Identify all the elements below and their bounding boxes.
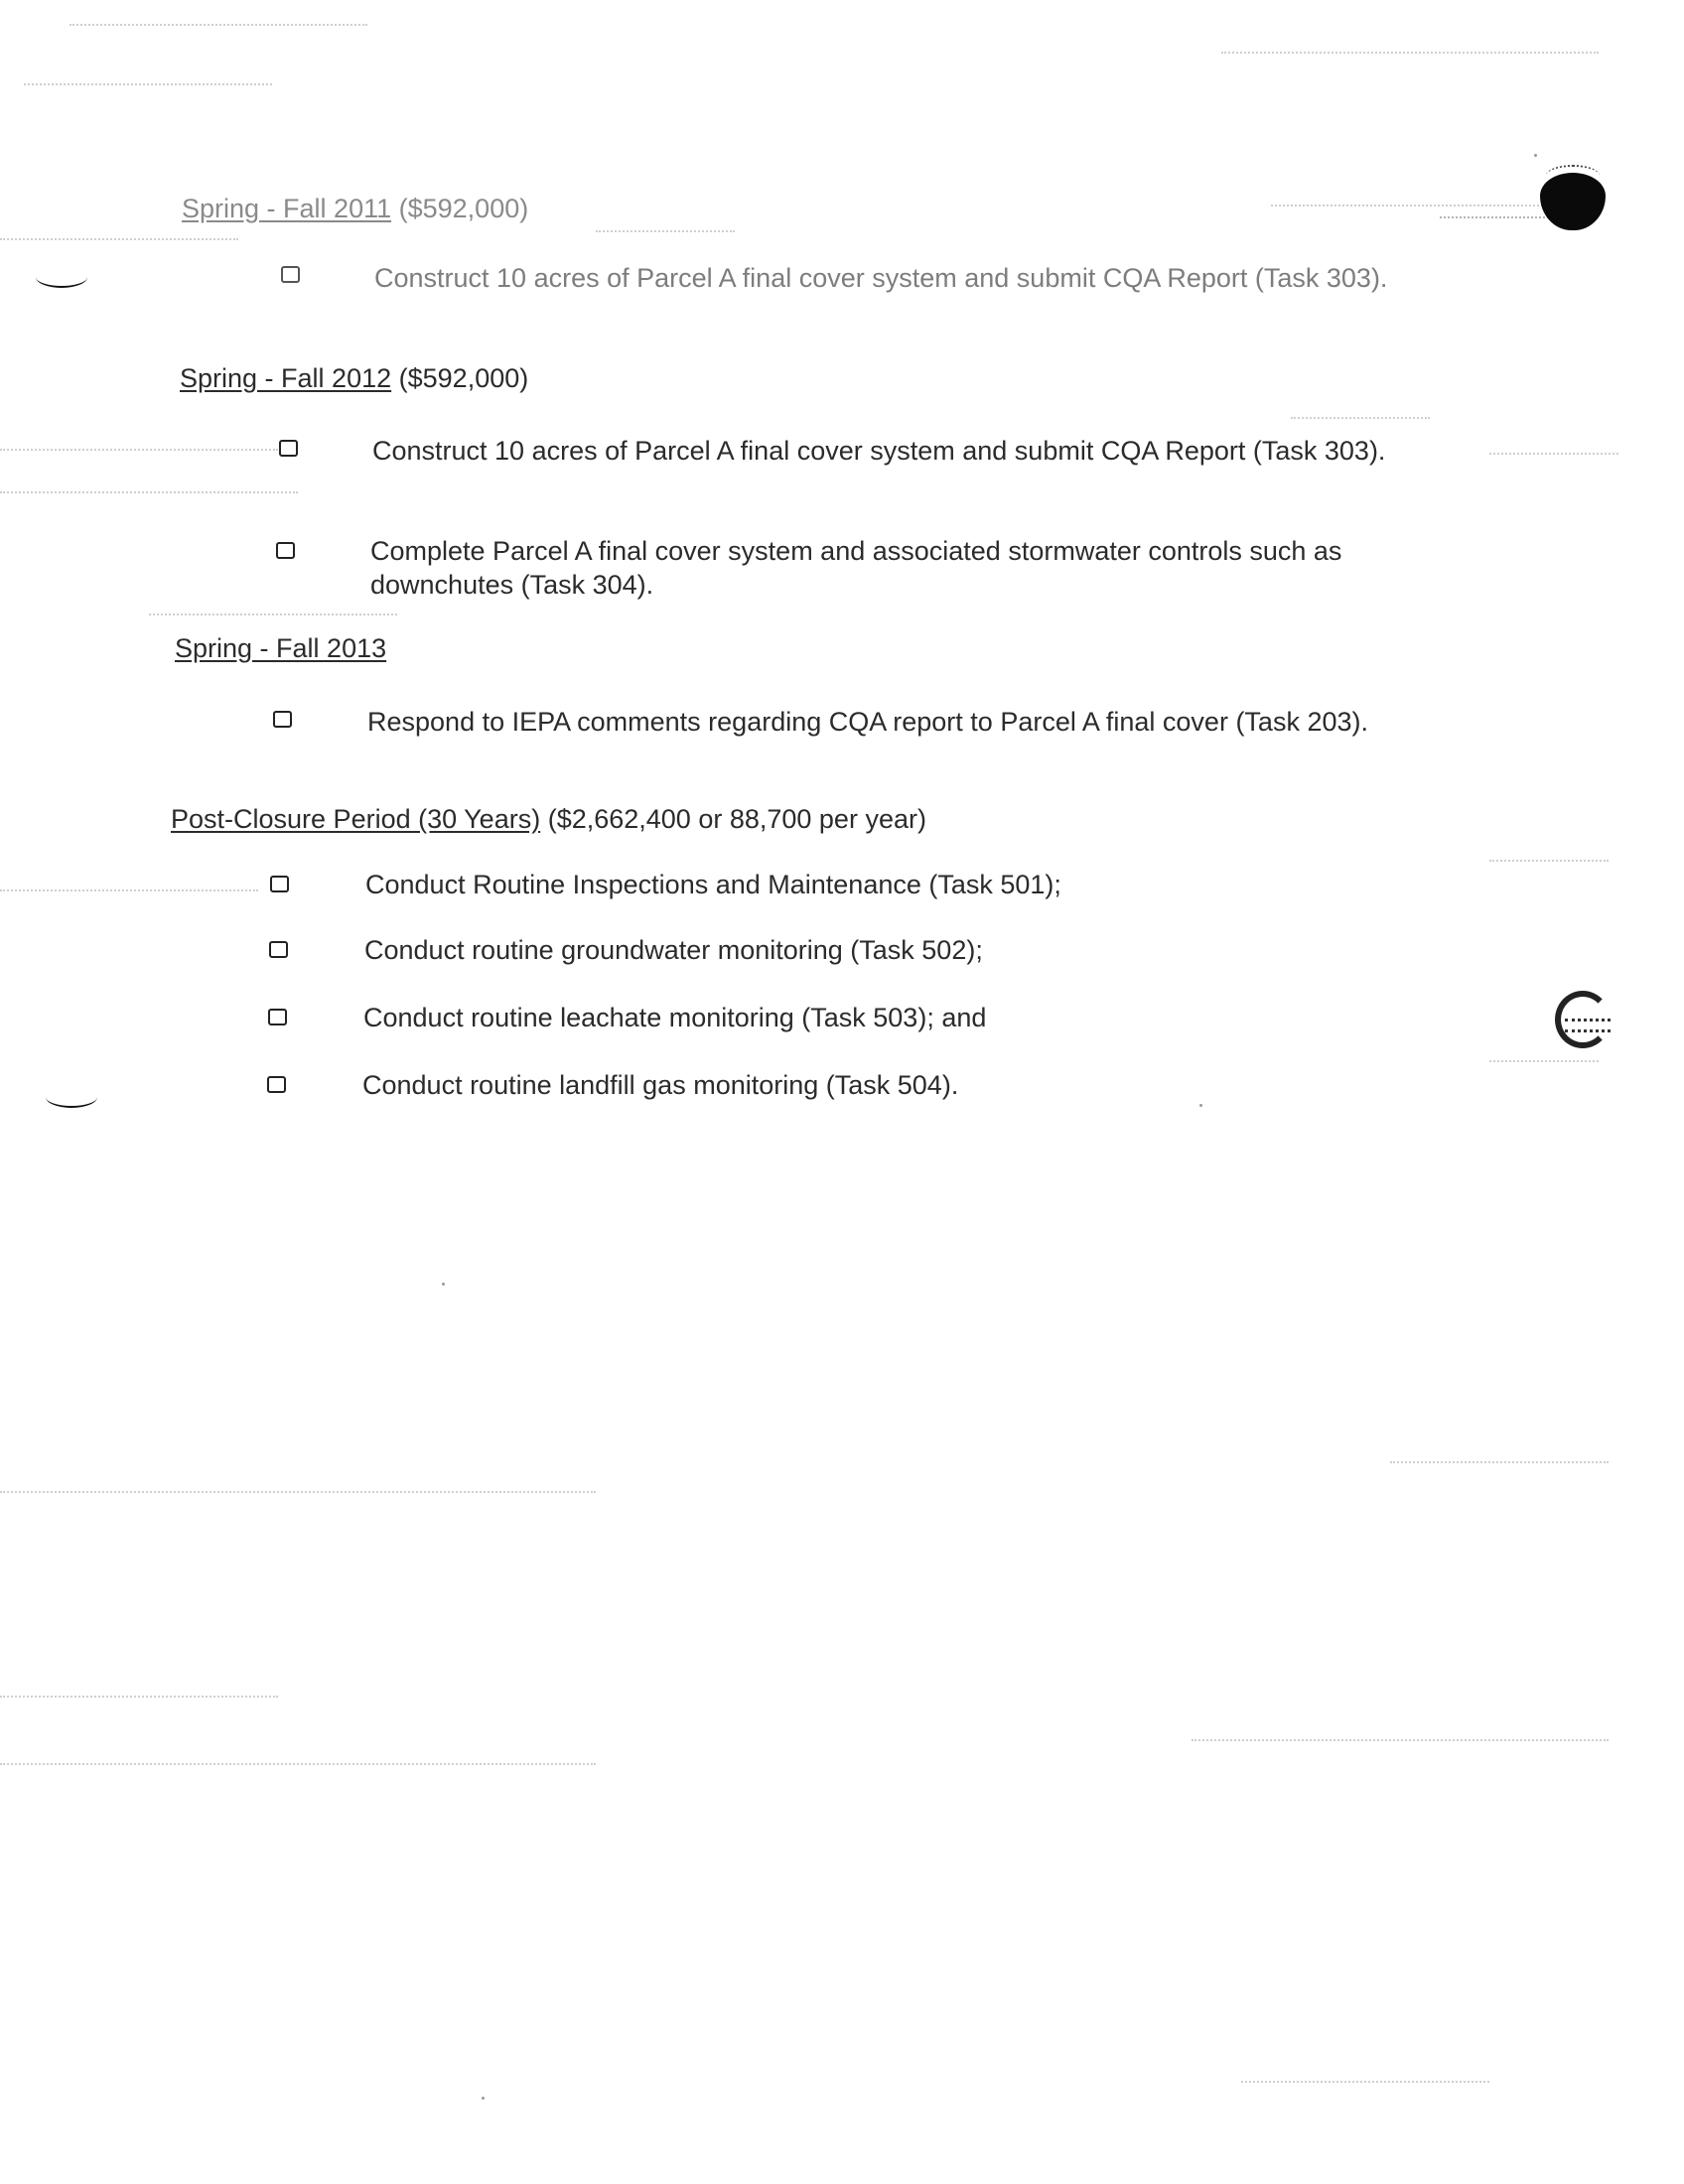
edge-arc-mark xyxy=(36,266,87,288)
section-heading-amount: ($592,000) xyxy=(398,363,529,393)
scan-noise xyxy=(1241,2081,1489,2083)
scan-speck xyxy=(482,2097,485,2100)
scan-noise xyxy=(1390,1461,1609,1463)
list-item xyxy=(367,705,1460,739)
list-item-text: Conduct routine groundwater monitoring (Task 502); xyxy=(364,935,983,965)
checkbox-icon[interactable] xyxy=(281,266,300,283)
scan-noise xyxy=(596,230,735,232)
scan-noise xyxy=(1489,860,1609,862)
list-item xyxy=(363,1001,1456,1034)
list-item-text: Respond to IEPA comments regarding CQA report to Parcel A final cover (Task 203). xyxy=(367,707,1368,737)
scan-noise xyxy=(0,1696,278,1698)
punch-hole-ring xyxy=(1555,991,1611,1048)
scan-speck xyxy=(1199,1104,1202,1107)
checkbox-icon[interactable] xyxy=(279,440,298,457)
list-item xyxy=(374,261,1467,295)
scan-noise xyxy=(1221,52,1599,54)
checkbox-icon[interactable] xyxy=(269,941,288,958)
scan-noise xyxy=(0,889,258,891)
list-item-text: Construct 10 acres of Parcel A final cover system and submit CQA Report (Task 303). xyxy=(374,263,1388,293)
scan-noise xyxy=(0,1491,596,1493)
list-item-text: Conduct Routine Inspections and Maintenance (Task 501); xyxy=(365,870,1061,899)
section-heading-amount: ($592,000) xyxy=(398,194,529,223)
checkbox-icon[interactable] xyxy=(270,876,289,892)
checkbox-icon[interactable] xyxy=(276,542,295,559)
section-heading-2011 xyxy=(182,194,528,224)
scan-noise xyxy=(70,24,367,26)
scan-speck xyxy=(442,1283,445,1286)
scan-noise xyxy=(1440,216,1549,218)
scan-noise xyxy=(24,83,272,85)
section-heading-2012 xyxy=(180,363,528,394)
list-item xyxy=(370,534,1463,602)
section-heading-title: Spring - Fall 2011 xyxy=(182,194,392,223)
scan-noise xyxy=(0,1763,596,1765)
section-heading-amount: ($2,662,400 or 88,700 per year) xyxy=(547,804,926,834)
section-heading-title: Spring - Fall 2013 xyxy=(175,633,387,663)
scan-speck xyxy=(1534,154,1537,157)
scan-noise xyxy=(0,238,238,240)
scan-noise xyxy=(0,491,298,493)
list-item-text: Complete Parcel A final cover system and associated stormwater controls such as downchutes (Task 304). xyxy=(370,536,1342,600)
list-item xyxy=(362,1068,1455,1102)
section-heading-post-closure xyxy=(171,804,926,835)
scan-noise xyxy=(0,449,278,451)
scan-noise xyxy=(1489,1060,1599,1062)
scan-noise xyxy=(1271,205,1559,206)
list-item-text: Conduct routine landfill gas monitoring (Task 504). xyxy=(362,1070,959,1100)
edge-arc-mark xyxy=(46,1086,97,1108)
section-heading-title: Spring - Fall 2012 xyxy=(180,363,392,393)
checkbox-icon[interactable] xyxy=(273,711,292,728)
list-item xyxy=(365,868,1458,901)
checkbox-icon[interactable] xyxy=(267,1076,286,1093)
list-item-text: Construct 10 acres of Parcel A final cover system and submit CQA Report (Task 303). xyxy=(372,436,1386,466)
punch-hole-mark xyxy=(1540,173,1606,230)
scan-noise xyxy=(149,614,397,615)
section-heading-2013 xyxy=(175,633,386,664)
list-item xyxy=(364,933,1457,967)
scan-noise xyxy=(1489,453,1618,455)
scan-noise xyxy=(1291,417,1430,419)
list-item xyxy=(372,434,1465,468)
list-item-text: Conduct routine leachate monitoring (Task 503); and xyxy=(363,1003,987,1032)
scan-noise xyxy=(1192,1739,1609,1741)
checkbox-icon[interactable] xyxy=(268,1009,287,1025)
section-heading-title: Post-Closure Period (30 Years) xyxy=(171,804,541,834)
